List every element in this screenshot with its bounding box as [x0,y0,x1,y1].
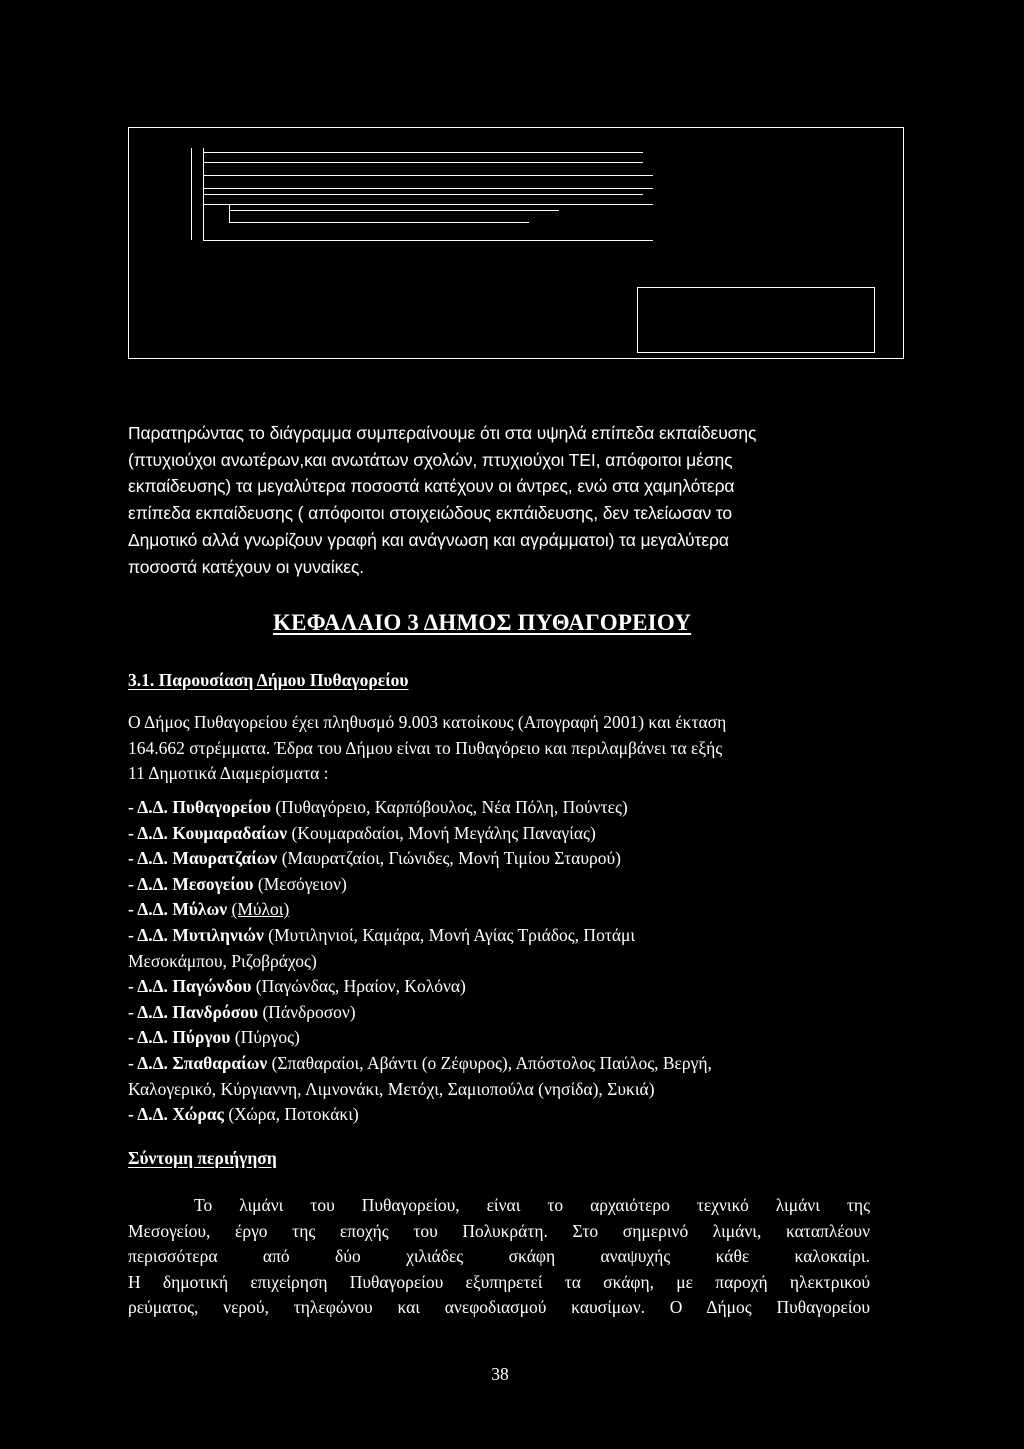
chart-bar-line [229,222,529,223]
summary-line: ρεύματος, νερού, τηλεφώνου και ανεφοδιασμού καυσίμων. Ο Δήμος Πυθαγορείου [128,1297,870,1318]
chart-bar-line [203,194,643,195]
district-prefix: - Δ.Δ. [128,899,168,920]
chart-axis-line [191,148,192,240]
district-prefix: - Δ.Δ. [128,924,168,945]
district-name: Πύργου [172,1027,231,1048]
list-item-continuation: Καλογερικό, Κύργιαννη, Λιμνονάκι, Μετόχι, Σαμιοπούλα (νησίδα), Συκιά) [128,1078,655,1099]
district-details: (Πυθαγόρειο, Καρπόβουλος, Νέα Πόλη, Πούντες) [275,797,628,817]
district-details: (Μεσόγειον) [257,873,347,894]
paragraph-line: Δημοτικό αλλά γνωρίζουν γραφή και ανάγνωση και αγράμματοι) τα μεγαλύτερα [128,529,729,550]
district-name: Κουμαραδαίων [172,822,288,843]
list-item [128,846,878,872]
list-item [128,1025,878,1051]
district-name: Πυθαγορείου [172,797,271,817]
chart-legend-box [637,287,875,353]
district-details: (Κουμαραδαίοι, Μονή Μεγάλης Παναγίας) [291,822,596,843]
list-item [128,1000,878,1026]
district-prefix: - Δ.Δ. [128,1104,168,1125]
chart-bar-line [203,240,653,241]
district-prefix: - Δ.Δ. [128,1052,168,1073]
summary-line: Η δημοτική επιχείρηση Πυθαγορείου εξυπηρετεί τα σκάφη, με παροχή ηλεκτρικού [128,1271,870,1292]
chart-bar-line [203,162,643,163]
list-item [128,897,878,923]
district-details: (Μύλοι) [231,899,290,920]
paragraph-line: Παρατηρώντας το διάγραμμα συμπεραίνουμε ότι στα υψηλά επίπεδα εκπαίδευσης [128,423,757,443]
district-prefix: - Δ.Δ. [128,848,168,869]
page-number: 38 [491,1364,509,1384]
chart-bar-line [229,210,559,211]
list-item [128,1102,878,1128]
list-item [128,974,878,1000]
paragraph-line: επίπεδα εκπαίδευσης ( απόφοιτοι στοιχειώδους εκπάιδευσης, δεν τελείωσαν το [128,503,733,524]
district-name: Μαυρατζαίων [172,848,278,869]
chart-bar-line [203,204,653,205]
chapter-title: ΚΕΦΑΛΑΙΟ 3 ΔΗΜΟΣ ΠΥΘΑΓΟΡΕΙΟΥ [273,610,692,635]
district-prefix: - Δ.Δ. [128,1027,168,1048]
summary-line: Το λιμάνι του Πυθαγορείου, είναι το αρχαιότερο τεχνικό λιμάνι της [194,1195,870,1215]
district-details: (Παγώνδας, Ηραίον, Κολόνα) [255,976,466,997]
district-details: (Μυτιληνιοί, Καμάρα, Μονή Αγίας Τριάδος, Ποτάμι [268,924,636,945]
list-item [128,795,878,821]
list-item [128,1051,878,1077]
district-prefix: - Δ.Δ. [128,797,168,817]
list-item [128,872,878,898]
intro-line: Ο Δήμος Πυθαγορείου έχει πληθυσμό 9.003 κατοίκους (Απογραφή 2001) και έκταση [128,712,727,732]
paragraph-line: ποσοστά κατέχουν οι γυναίκες. [128,556,365,577]
district-prefix: - Δ.Δ. [128,1001,168,1022]
intro-line: 164.662 στρέμματα. Έδρα του Δήμου είναι το Πυθαγόρειο και περιλαμβάνει τα εξής [128,737,723,758]
summary-line: περισσότερα από δύο χιλιάδες σκάφη αναψυχής κάθε καλοκαίρι. [128,1246,870,1267]
list-item [128,923,878,949]
paragraph-line: εκπαίδευσης) τα μεγαλύτερα ποσοστά κατέχουν οι άντρες, ενώ στα χαμηλότερα [128,476,735,497]
district-details: (Χώρα, Ποτοκάκι) [228,1104,359,1125]
district-name: Μύλων [172,899,228,920]
chart-bar-line [203,175,653,176]
district-prefix: - Δ.Δ. [128,822,168,843]
district-name: Σπαθαραίων [172,1052,268,1073]
district-name: Χώρας [172,1104,224,1125]
district-prefix: - Δ.Δ. [128,873,168,894]
list-item-continuation: Μεσοκάμπου, Ριζοβράχος) [128,950,317,971]
district-name: Μυτιληνιών [172,924,264,945]
district-details: (Σπαθαραίοι, Αβάντι (ο Ζέφυρος), Απόστολος Παύλος, Βεργή, [271,1052,712,1073]
paragraph-line: (πτυχιούχοι ανωτέρων,και ανωτάτων σχολών, πτυχιούχοι ΤΕΙ, απόφοιτοι μέσης [128,449,733,470]
summary-line: Μεσογείου, έργο της εποχής του Πολυκράτη. Στο σημερινό λιμάνι, καταπλέουν [128,1220,870,1241]
district-list [128,795,878,1128]
chart-axis-line [229,204,230,222]
district-details: (Μαυρατζαίοι, Γιώνιδες, Μονή Τιμίου Σταυρού) [281,848,621,869]
summary-paragraph [128,1193,870,1321]
district-prefix: - Δ.Δ. [128,976,168,997]
intro-line: 11 Δημοτικά Διαμερίσματα : [128,763,329,784]
observation-paragraph [128,420,868,580]
section-title: 3.1. Παρουσίαση Δήμου Πυθαγορείου [128,670,409,690]
district-name: Πανδρόσου [172,1001,259,1022]
district-name: Μεσογείου [172,873,254,894]
district-name: Παγώνδου [172,976,252,997]
district-details: (Πύργος) [234,1027,300,1048]
chart-bar-line [203,188,653,189]
summary-title: Σύντομη περιήγηση [128,1148,277,1168]
list-item [128,821,878,847]
intro-text [128,710,878,787]
district-details: (Πάνδροσον) [262,1001,356,1022]
chart-bar-line [203,152,643,153]
